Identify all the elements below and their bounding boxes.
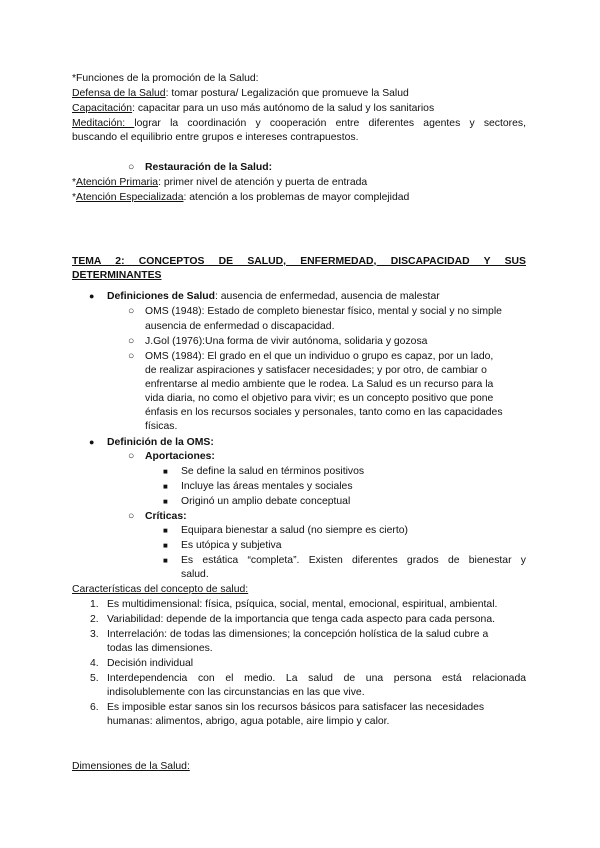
meditacion-justified: [72, 117, 526, 130]
car-3-line2: todas las dimensiones.: [107, 643, 213, 654]
meditacion-term: Meditación:: [72, 118, 135, 129]
aportacion-1: Se define la salud en términos positivos: [181, 466, 365, 477]
tema2-heading-line1: TEMA 2: CONCEPTOS DE SALUD, ENFERMEDAD, DISCAPACIDAD Y SUS: [72, 256, 526, 267]
car-num-3: 3.: [90, 629, 99, 640]
defensa-text: : tomar postura/ Legalización que promueve la Salud: [165, 88, 409, 99]
definiciones-text: : ausencia de enfermedad, ausencia de malestar: [214, 291, 440, 302]
critica-1: Equipara bienestar a salud (no siempre es cierto): [181, 525, 408, 536]
car-3-line1: Interrelación: de todas las dimensiones; la concepción holística de la salud cubre a: [107, 629, 489, 640]
car-4-line1: Decisión individual: [107, 658, 194, 669]
car-6-line1: Es imposible estar sanos sin los recursos básicos para satisfacer las necesidades: [107, 702, 485, 713]
criticas-bullet: ○: [128, 511, 135, 522]
meditacion-text1: lograr la coordinación y cooperación entre diferentes agentes y sectores,: [134, 118, 526, 129]
aportaciones-bullet: ○: [128, 451, 135, 462]
car-num-2: 2.: [90, 614, 99, 625]
critica-3: Es estática “completa”. Existen diferentes grados de bienestar y: [181, 555, 526, 566]
meditacion-text2: buscando el equilibrio entre grupos e intereses contrapuestos.: [72, 132, 359, 143]
car-num-1: 1.: [90, 599, 99, 610]
oms1984-line1: OMS (1984): El grado en el que un individuo o grupo es capaz, por un lado,: [145, 351, 494, 362]
oms1984-bullet: ○: [128, 351, 135, 362]
aportacion-2: Incluye las áreas mentales y sociales: [181, 481, 353, 492]
tema2-heading-line2: DETERMINANTES: [72, 270, 162, 281]
oms1984-line3: enfrentarse al medio ambiente que le rodea. La Salud es un recurso para la: [145, 379, 494, 390]
defensa-line: [72, 87, 409, 100]
defensa-term: Defensa de la Salud: [72, 88, 166, 99]
car-num-4: 4.: [90, 658, 99, 669]
crit-sq-3: ■: [163, 556, 168, 565]
restauracion-bullet: ○: [128, 162, 135, 173]
car-6-line2: humanas: alimentos, abrigo, agua potable, aire limpio y calor.: [107, 716, 390, 727]
car-num-6: 6.: [90, 702, 99, 713]
oms1948-bullet: ○: [128, 306, 135, 317]
oms1984-line6: físicas.: [145, 421, 178, 432]
aport-sq-1: ■: [163, 467, 168, 476]
car-num-5: 5.: [90, 673, 99, 684]
aportacion-3: Originó un amplio debate conceptual: [181, 496, 351, 507]
atencion-primaria-text: : primer nivel de atención y puerta de entrada: [158, 177, 368, 188]
jgol-line: J.Gol (1976):Una forma de vivir autónoma, solidaria y gozosa: [145, 336, 428, 347]
oms1984-line2: de realizar aspiraciones y satisfacer necesidades; y por otro, de cambiar o: [145, 365, 487, 376]
oms-def-label: Definición de la OMS:: [107, 437, 214, 448]
critica-3-wrap: [181, 554, 526, 567]
dimensiones-title: Dimensiones de la Salud:: [72, 761, 190, 772]
oms1984-line4: vida diaria, no como el objetivo para vivir; es un concepto positivo que pone: [145, 393, 494, 404]
criticas-label: Críticas:: [145, 511, 187, 522]
car-5-line2: indisolublemente con las circunstancias en las que vive.: [107, 687, 365, 698]
aport-sq-3: ■: [163, 497, 168, 506]
definiciones-bullet: ●: [89, 291, 95, 301]
oms1984-line5: énfasis en los recursos sociales y personales, tanto como en las capacidades: [145, 407, 503, 418]
car-5-line1: Interdependencia con el medio. La salud de una persona está relacionada: [107, 673, 526, 684]
atencion-primaria-term: Atención Primaria: [76, 177, 159, 188]
aport-sq-2: ■: [163, 482, 168, 491]
aportaciones-label: Aportaciones:: [145, 451, 215, 462]
primaria-prefix: *: [72, 177, 77, 188]
atencion-especializada-text: : atención a los problemas de mayor complejidad: [183, 192, 410, 203]
atencion-especializada-term: Atención Especializada: [76, 192, 184, 203]
crit-sq-1: ■: [163, 526, 168, 535]
car-2-line1: Variabilidad: depende de la importancia que tenga cada aspecto para cada persona.: [107, 614, 495, 625]
definiciones-label: Definiciones de Salud: [107, 291, 215, 302]
caracteristicas-title: Características del concepto de salud:: [72, 584, 249, 595]
capacitacion-line: [72, 102, 434, 115]
funciones-title: *Funciones de la promoción de la Salud:: [72, 73, 259, 84]
restauracion-heading: Restauración de la Salud:: [145, 162, 273, 173]
capacitacion-text: : capacitar para un uso más autónomo de la salud y los sanitarios: [132, 103, 435, 114]
oms1948-line1: OMS (1948): Estado de completo bienestar físico, mental y social y no simple: [145, 306, 502, 317]
crit-sq-2: ■: [163, 541, 168, 550]
critica-3-cont: salud.: [181, 569, 209, 580]
especializada-prefix: *: [72, 192, 77, 203]
jgol-bullet: ○: [128, 336, 135, 347]
oms1948-line2: ausencia de enfermedad o discapacidad.: [145, 321, 335, 332]
car-1-line1: Es multidimensional: física, psíquica, social, mental, emocional, espiritual, ambiental.: [107, 599, 498, 610]
critica-2: Es utópica y subjetiva: [181, 540, 282, 551]
definiciones-line: [107, 290, 440, 303]
capacitacion-term: Capacitación: [72, 103, 133, 114]
meditacion-line: [72, 117, 526, 130]
oms-def-bullet: ●: [89, 437, 95, 447]
atencion-primaria-line: [72, 176, 367, 189]
atencion-especializada-line: [72, 191, 409, 204]
car-5-wrap: [107, 672, 526, 685]
